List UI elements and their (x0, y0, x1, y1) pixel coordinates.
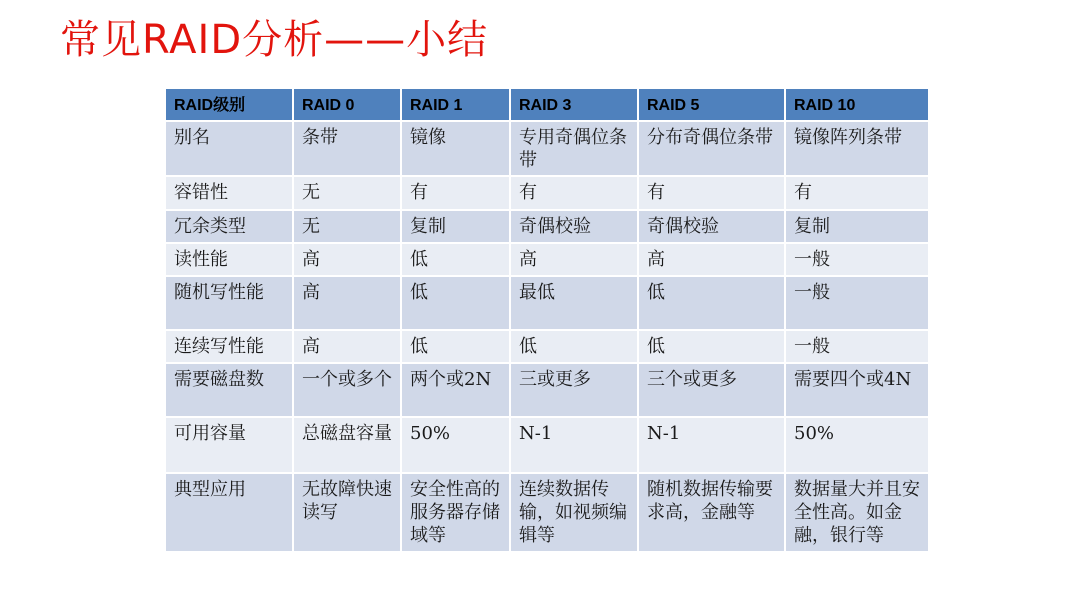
table-cell: 50% (785, 417, 929, 473)
table-cell: 随机数据传输要求高，金融等 (638, 473, 785, 552)
table-cell: 无 (293, 210, 401, 243)
table-row-sequential-write (165, 330, 929, 363)
table-cell: 需要四个或4N (785, 363, 929, 417)
table-cell: 一个或多个 (293, 363, 401, 417)
table-cell: 无故障快速读写 (293, 473, 401, 552)
row-label: 典型应用 (165, 473, 293, 552)
table-cell: 专用奇偶位条带 (510, 121, 638, 176)
table-row-typical-application (165, 473, 929, 552)
table-row-read-performance (165, 243, 929, 276)
table-cell: 一般 (785, 243, 929, 276)
table-cell: 有 (510, 176, 638, 210)
table-cell: 总磁盘容量 (293, 417, 401, 473)
row-label: 随机写性能 (165, 276, 293, 330)
table-cell: N-1 (638, 417, 785, 473)
table-cell: 低 (638, 330, 785, 363)
slide-title: 常见RAID分析——小结 (60, 17, 489, 63)
table-cell: 低 (510, 330, 638, 363)
table-cell: 高 (293, 243, 401, 276)
table-row-disks-required (165, 363, 929, 417)
table-row-alias (165, 121, 929, 176)
header-cell-raid3: RAID 3 (510, 88, 638, 121)
row-label: 连续写性能 (165, 330, 293, 363)
table-cell: 数据量大并且安全性高。如金融，银行等 (785, 473, 929, 552)
table-cell: 镜像 (401, 121, 510, 176)
header-cell-raid10: RAID 10 (785, 88, 929, 121)
table-row-random-write (165, 276, 929, 330)
table-cell: 有 (401, 176, 510, 210)
table-cell: 有 (638, 176, 785, 210)
table-cell: 三个或更多 (638, 363, 785, 417)
table-cell: 低 (401, 276, 510, 330)
header-cell-raid1: RAID 1 (401, 88, 510, 121)
table-row-usable-capacity (165, 417, 929, 473)
table-cell: 两个或2N (401, 363, 510, 417)
table-cell: 高 (293, 276, 401, 330)
table-cell: 高 (510, 243, 638, 276)
table-row-fault-tolerance (165, 176, 929, 210)
table-cell: 有 (785, 176, 929, 210)
table-header-row (165, 88, 929, 121)
row-label: 需要磁盘数 (165, 363, 293, 417)
row-label: 别名 (165, 121, 293, 176)
table-cell: 镜像阵列条带 (785, 121, 929, 176)
table-cell: 低 (401, 243, 510, 276)
table-cell: 奇偶校验 (510, 210, 638, 243)
table-cell: 无 (293, 176, 401, 210)
row-label: 容错性 (165, 176, 293, 210)
table-cell: 复制 (401, 210, 510, 243)
table-cell: 一般 (785, 276, 929, 330)
table-cell: N-1 (510, 417, 638, 473)
table-cell: 低 (401, 330, 510, 363)
table-cell: 安全性高的服务器存储域等 (401, 473, 510, 552)
table-cell: 三或更多 (510, 363, 638, 417)
row-label: 可用容量 (165, 417, 293, 473)
table-cell: 复制 (785, 210, 929, 243)
table-cell: 条带 (293, 121, 401, 176)
table-cell: 奇偶校验 (638, 210, 785, 243)
header-cell-raid5: RAID 5 (638, 88, 785, 121)
row-label: 读性能 (165, 243, 293, 276)
table-cell: 高 (293, 330, 401, 363)
header-cell-raid0: RAID 0 (293, 88, 401, 121)
table-row-redundancy-type (165, 210, 929, 243)
table-cell: 一般 (785, 330, 929, 363)
table-cell: 高 (638, 243, 785, 276)
table-cell: 50% (401, 417, 510, 473)
table-cell: 最低 (510, 276, 638, 330)
table-cell: 连续数据传输，如视频编辑等 (510, 473, 638, 552)
table-cell: 低 (638, 276, 785, 330)
raid-comparison-table (164, 87, 930, 553)
table-cell: 分布奇偶位条带 (638, 121, 785, 176)
row-label: 冗余类型 (165, 210, 293, 243)
header-cell-raid-level: RAID级别 (165, 88, 293, 121)
